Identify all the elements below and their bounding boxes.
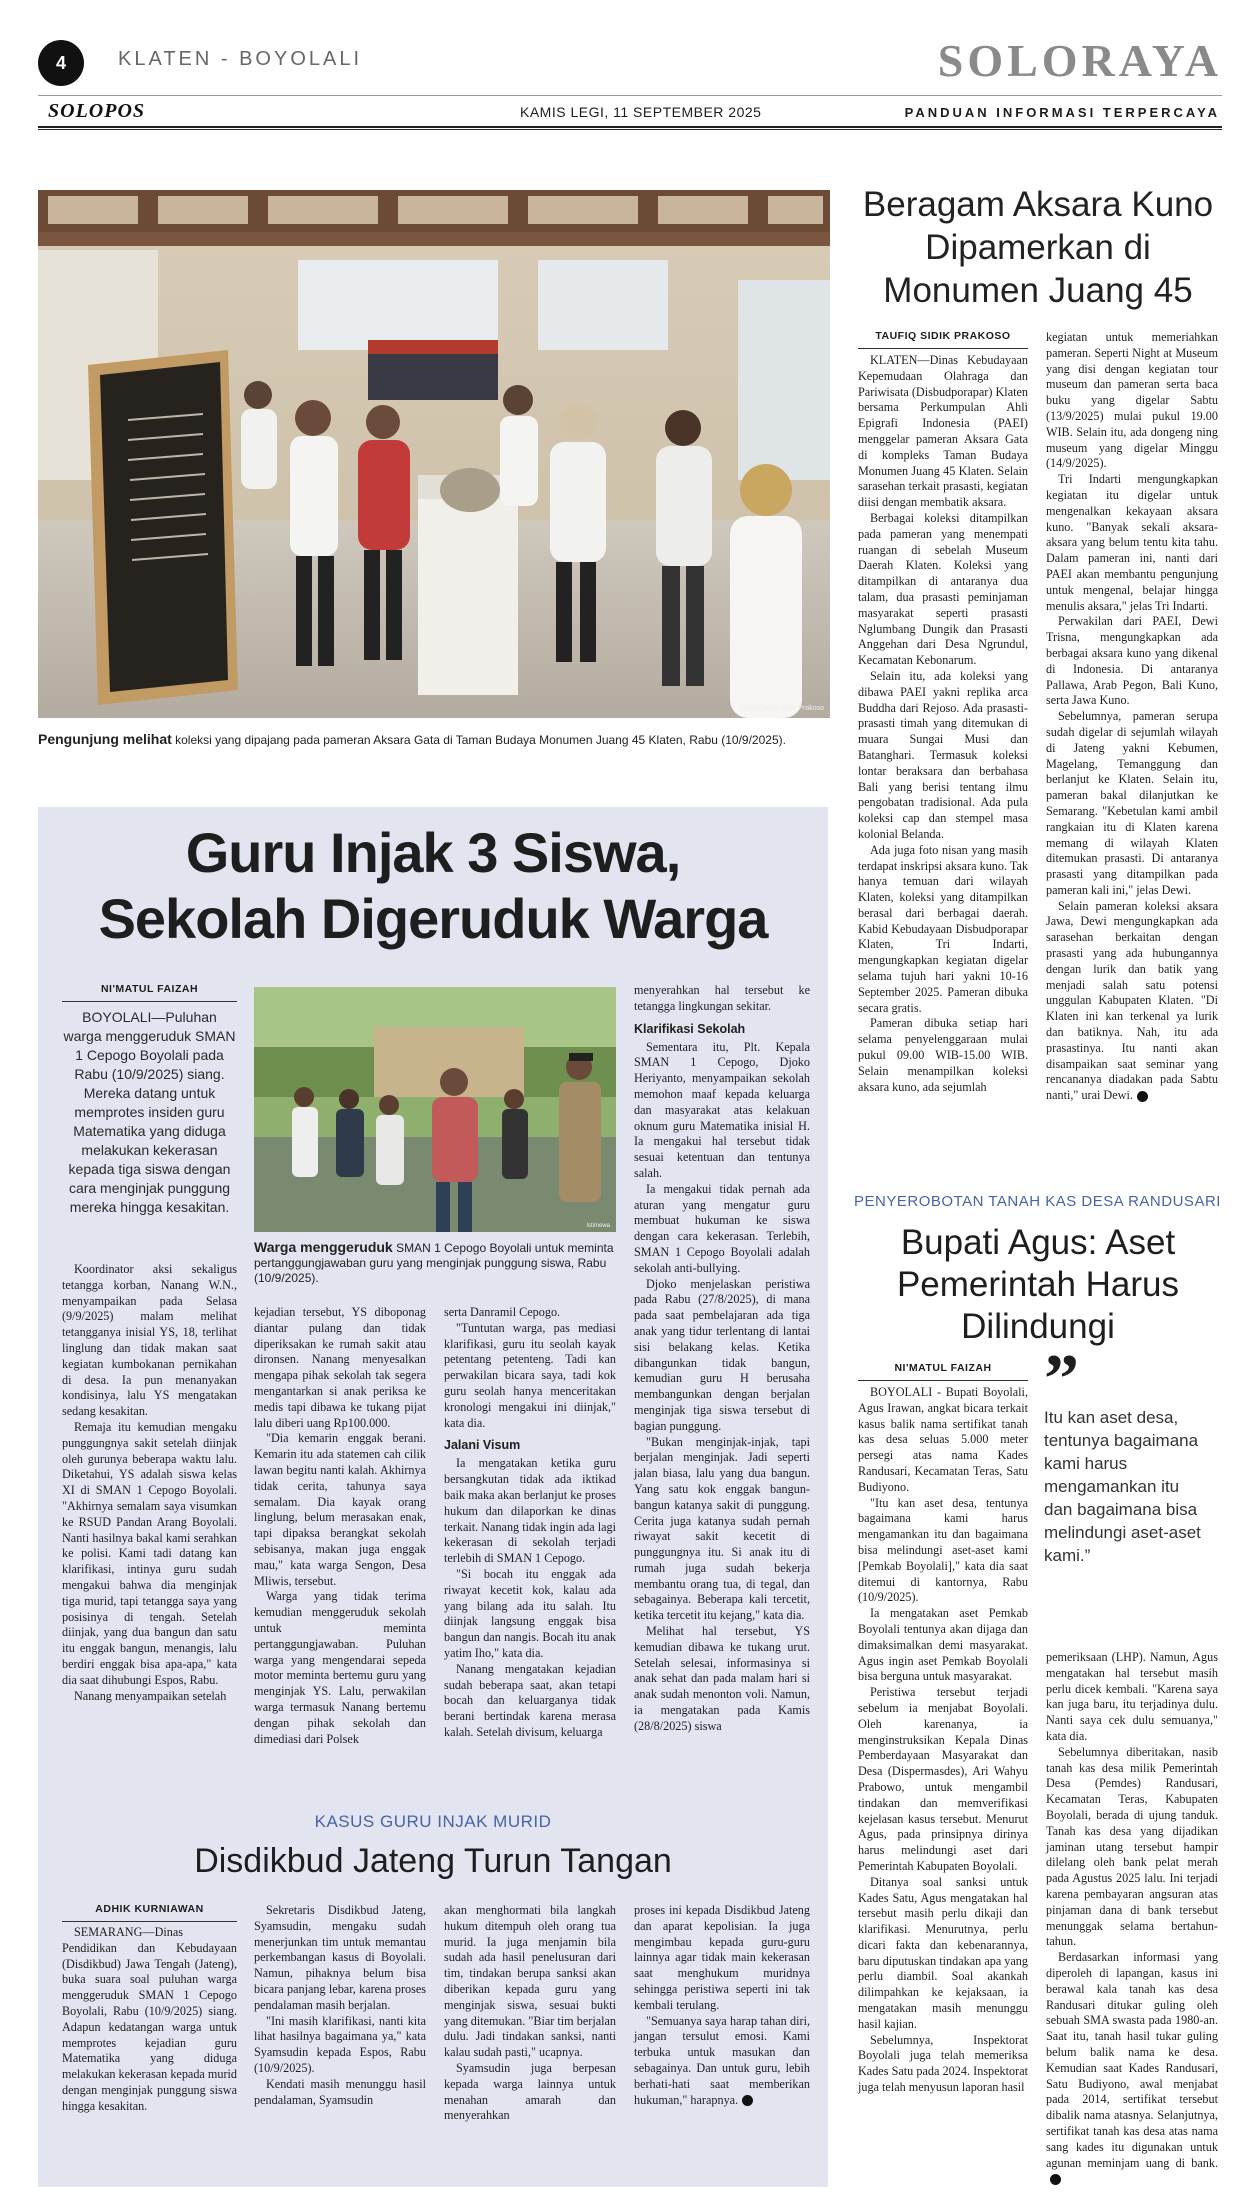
header-rule xyxy=(38,95,1222,96)
paragraph: Ia mengatakan ketika guru bersangkutan tidak ada iktikad baik maka akan berlanjut ke proses hukum dan dilaporkan ke dinas terkait. Nanang tidak ingin ada lagi kekerasan di sekolah terjadi terlebih di SMAN 1 Cepogo. xyxy=(444,1456,616,1566)
aksara-byline: TAUFIQ SIDIK PRAKOSO xyxy=(858,330,1028,349)
paragraph: Syamsudin juga berpesan kepada warga lainnya untuk menahan amarah dan menyerahkan xyxy=(444,2060,616,2123)
paragraph: Remaja itu kemudian mengaku punggungnya sakit setelah diinjak oleh gurunya beberapa waktu lalu. Diketahui, YS adalah siswa kelas XI di SMAN 1 Cepogo Boyolali. "Akhirnya semalam saya visumkan ke RSUD Pandan Arang Boyolali. Nanti hasilnya bakal kami serahkan ke polisi. Kami tadi datang kan klarifikasi, intinya guru sudah mengakui bahwa dia menginjak tiga murid, tapi tetangga saya yang posisinya di tengah. Setelah diinjak, yang dua bangun dan satu itu enggak bangun, menangis, lalu berdiri enggak bisa apa-apa," kata dia saat dihubungi Espos, Rabu. xyxy=(62,1419,237,1687)
paragraph: Djoko menjelaskan peristiwa pada Rabu (27/8/2025), di mana pada saat pembelajaran ada tiga anak yang tidur terlentang di lantai sisi belakang kelas. Ketika dibangunkan tidak bangun, kemudian guru H berusaha membangunkan dengan berjalan menginjak tiga siswa tersebut di bagian punggung. xyxy=(634,1276,810,1433)
disdikbud-byline: ADHIK KURNIAWAN xyxy=(62,1903,237,1922)
paragraph: "Ini masih klarifikasi, nanti kita lihat hasilnya bagaimana ya," kata Syamsudin kepada Espos, Rabu (10/9/2025). xyxy=(254,2013,426,2075)
quote-icon: ” xyxy=(1044,1341,1079,1418)
end-mark-icon xyxy=(1137,1091,1148,1102)
paragraph: proses ini kepada Disdikbud Jateng dan aparat kepolisian. Ia juga mengimbau kepada guru-guru lainnya agar tidak main kekerasan saat menghukum muridnya sehingga peristiwa seperti ini tak kembali terulang. xyxy=(634,1903,810,2012)
section-label: KLATEN - BOYOLALI xyxy=(118,48,363,70)
exhibition-photo xyxy=(38,190,830,718)
caption-lead: Pengunjung melihat xyxy=(38,731,172,747)
disdikbud-kicker: KASUS GURU INJAK MURID xyxy=(314,1812,552,1831)
paragraph: Nanang mengatakan kejadian sudah beberapa saat, akan tetapi bocah dan keluarganya tidak berani bertindak karena merasa kalah. Setelah divisum, keluarga xyxy=(444,1661,616,1739)
aksara-headline: Beragam Aksara Kuno Dipamerkan di Monumen Juang 45 xyxy=(862,185,1214,310)
bupati-pull-quote: Itu kan aset desa, tentunya bagaimana kami harus mengamankan itu dan bagaimana bisa melindungi aset-aset kami.” xyxy=(1044,1408,1201,1565)
paragraph: "Dia kemarin enggak berani. Kemarin itu ada statemen cah cilik lawan begitu nanti kalah. Akhirnya tidak cerita, tahunya saya semalam. Dia kayak orang linglung, belum merasakan enak, tapi dipaksa berangkat sekolah sebisanya, makan juga enggak mau," kata warga Sengon, Desa Mliwis, tersebut. xyxy=(254,1431,426,1588)
subhead-klarifikasi-sekolah: Klarifikasi Sekolah xyxy=(634,1021,746,1036)
section-brand: SOLORAYA xyxy=(937,35,1222,86)
paragraph: Ada juga foto nisan yang masih terdapat inskripsi aksara kuno. Tak hanya temuan dari wilayah Klaten, koleksi yang ditampilkan berasal dari berbagai daerah. Kabid Kebudayaan Disbudporapar Klaten, Tri Indarti, mengungkapkan kegiatan digelar selama tujuh hari yakni 10-16 September 2025. Pameran dibuka secara gratis. xyxy=(858,842,1028,1015)
paragraph: KLATEN—Dinas Kebudayaan Kepemudaan Olahraga dan Pariwisata (Disbudporapar) Klaten bersama Perkumpulan Ahli Epigrafi Indonesia (PAEI) menggelar pameran Aksara Gata di kompleks Taman Budaya Monumen Juang 45 Klaten. Selain sarasehan terkait prasasti, kegiatan diisi dengan membatik aksara. xyxy=(858,353,1028,510)
caption-text: koleksi yang dipajang pada pameran Aksara Gata di Taman Budaya Monumen Juang 45 Klaten, Rabu (10/9/2025). xyxy=(171,733,786,747)
paragraph: "Bukan menginjak-injak, tapi berjalan menginjak. Jadi seperti jalan biasa, lalu yang dua bangun. Yang satu kok enggak bangun-bangun katanya sakit di punggung. Cerita juga katanya sudah pernah riwayat sakit kecetit di punggungnya itu. Si anak itu di rumah juga sudah bekerja membantu orang tua, di tegal, dan sebagainya. Beberapa kali tercetit, ketika tercetit itu kejang," kata dia. xyxy=(634,1434,810,1623)
tagline: PANDUAN INFORMASI TERPERCAYA xyxy=(904,105,1220,120)
paragraph: Nanang menyampaikan setelah xyxy=(74,1688,227,1703)
guru-headline-line-1: Guru Injak 3 Siswa, xyxy=(185,821,681,884)
page-number: 4 xyxy=(38,40,84,86)
paragraph: Sebelumnya, Inspektorat Boyolali juga telah memeriksa Kades Satu pada 2024. Inspektorat juga telah menyusun laporan hasil xyxy=(858,2032,1028,2095)
end-mark-icon xyxy=(742,2095,753,2106)
aksara-column-1 xyxy=(858,353,1028,1095)
exhibition-photo-credit: Espos/Taufiq Sidik Prakoso xyxy=(739,705,824,712)
disdikbud-column-3 xyxy=(444,1903,616,2124)
paragraph: serta Danramil Cepogo. xyxy=(444,1305,561,1319)
paragraph: Sebelumnya diberitakan, nasib tanah kas desa milik Pemerintah Desa (Pemdes) Randusari, Kecamatan Teras, Kabupaten Boyolali, berada di ujung tanduk. Tanah kas desa yang dijadikan jaminan utang tersebut hampir dilelang oleh bank pelat merah pada Agustus 2025 lalu. Ini terjadi karena pembayaran angsuran atas pinjaman dana di bank tersebut menunggak selama bertahun-tahun. xyxy=(1046,1744,1218,1949)
paragraph: Berdasarkan informasi yang diperoleh di lapangan, kasus ini berawal kala tanah kas desa Randusari ditukar guling oleh sebuah SMA swasta pada 1980-an. Saat itu, tanah hasil tukar guling belum balik nama ke desa. Kemudian saat Kades Randusari, Satu Budiyono, awal menjabat pada 2014, sertifikat tersebut dibalik nama atasnya. Selanjutnya, sertifikat tanah kas desa atas nama sang kades itu digunakan untuk agunan meminjam uang di bank. xyxy=(1046,1950,1218,2170)
bupati-column-1 xyxy=(858,1385,1028,2096)
protest-photo-credit: Istimewa xyxy=(586,1223,610,1229)
guru-column-4 xyxy=(634,983,810,1735)
guru-byline: NI'MATUL FAIZAH xyxy=(62,983,237,1002)
paragraph: Selain pameran koleksi aksara Jawa, Dewi mengungkapkan ada sarasehan berkaitan dengan prasasti yang ada hubungannya dengan lurik dan batik yang menjadi salah satu potensi unggulan Kabupaten Klaten. "Di Klaten ini kan terkenal ya lurik dan batiknya. Nah, itu ada prasastinya. Itu nanti akan disampaikan saat seminar yang rencananya diadakan pada Sabtu nanti," urai Dewi. xyxy=(1046,898,1218,1103)
exhibition-photo-caption xyxy=(38,732,830,748)
paragraph: Koordinator aksi sekaligus tetangga korban, Nanang W.N., menyampaikan pada Selasa (9/9/2025) malam melihat tetangganya inisial YS, 18, terlihat linglung dan tidak makan saat kegiatan kumbokanan pernikahan di desa. Ia pun menanyakan kondisinya, lalu YS mengatakan sedang kesakitan. xyxy=(62,1262,237,1419)
protest-photo-illustration xyxy=(254,987,616,1232)
paragraph: Warga yang tidak terima kemudian menggeruduk sekolah untuk meminta pertanggungjawaban. Puluhan warga yang mengendarai sepeda motor meminta bertemu guru yang menginjak YS. Lalu, perwakilan warga termasuk Nanang bertemu dengan pihak sekolah dan dimediasi dari Polsek xyxy=(254,1589,426,1746)
paragraph: kejadian tersebut, YS diboponag diantar pulang dan tidak diperiksakan ke rumah sakit atau dironsen. Nanang menyesalkan mengapa pihak sekolah tak segera mengantarkan si anak periksa ke medis tapi dibawa ke tukang pijat lalu diberi uang Rp100.000. xyxy=(254,1305,426,1430)
bupati-column-2 xyxy=(1046,1650,1218,2187)
guru-lead: BOYOLALI—Puluhan warga menggeruduk SMAN 1 Cepogo Boyolali pada Rabu (10/9/2025) siang. Mereka datang untuk memprotes insiden guru Matematika yang diduga melakukan kekerasan kepada tiga siswa dengan cara menginjak punggung mereka hingga kesakitan. xyxy=(63,1009,236,1215)
paragraph: Sekretaris Disdikbud Jateng, Syamsudin, mengaku sudah menerjunkan tim untuk memantau perkembangan kasus di Boyolali. Namun, pihaknya belum bisa bicara panjang lebar, karena proses pendalaman masih berjalan. xyxy=(254,1903,426,2012)
paragraph: Tri Indarti mengungkapkan kegiatan itu digelar untuk mengenalkan kekayaan aksara kuno. "Banyak sekali aksara-aksara yang belum tentu kita tahu. Dalam pameran ini, nanti dari PAEI akan membantu pengunjung untuk mengenal, belajar hingga menulis aksara," jelas Tri Indarti. xyxy=(1046,472,1218,613)
bupati-headline: Bupati Agus: Aset Pemerintah Harus Dilindungi xyxy=(896,1223,1180,1346)
exhibition-photo-illustration xyxy=(38,190,830,718)
caption-lead: Warga menggeruduk xyxy=(254,1239,393,1255)
paragraph: Melihat hal tersebut, YS kemudian dibawa ke tukang urut. Setelah selesai, informasinya si anak sehat dan pada malam hari si anak sudah menonton voli. Namun, ia mengatakan pada Kamis (28/8/2025) siswa xyxy=(634,1624,810,1733)
paragraph: Sebelumnya, pameran serupa sudah digelar di sejumlah wilayah di Jateng yakni Kebumen, Magelang, Temanggung dan berlanjut ke Klaten. Selain itu, pameran bakal dilanjutkan ke Semarang. "Kebetulan kami ambil rangkaian itu di Klaten karena memang di wilayah Klaten ditemukan prasasti. Di antaranya prasasti yang ditampilkan pada pameran kali ini," jelas Dewi. xyxy=(1046,709,1218,897)
paragraph: Ditanya soal sanksi untuk Kades Satu, Agus mengatakan hal tersebut masih perlu dikaji dan klarifikasi. Menurutnya, perlu dicari fakta dan kebenarannya, baru diputuskan tindakan apa yang perlu diambil. Soal akankah dilimpahkan ke kejaksaan, ia mengatakan masih menunggu hasil kajian. xyxy=(858,1874,1028,2031)
paragraph: "Itu kan aset desa, tentunya bagaimana kami harus mengamankan itu dan bagaimana bisa melindungi aset-aset kami [Pemkab Boyolali]," kata dia saat ditemui di kantornya, Rabu (10/9/2025). xyxy=(858,1495,1028,1605)
paragraph: Ia mengakui tidak pernah ada aturan yang mengatur guru membuat hukuman ke siswa dengan cara kekerasan. Terlebih, SMAN 1 Cepogo Boyolali adalah sekolah anti-bullying. xyxy=(634,1181,810,1275)
guru-column-2 xyxy=(254,1305,426,1747)
paragraph: Sementara itu, Plt. Kepala SMAN 1 Cepogo, Djoko Heriyanto, menyampaikan sekolah memohon maaf kepada keluarga dan masyarakat atas kelakuan oknum guru Matematika inisial H. Ia mengakui hal tersebut tidak sesuai ketentuan dan tentunya salah. xyxy=(634,1039,810,1180)
issue-date: KAMIS LEGI, 11 SEPTEMBER 2025 xyxy=(520,104,762,120)
paragraph: akan menghormati bila langkah hukum ditempuh oleh orang tua murid. Ia juga menjamin bila sudah ada hasil penelusuran dari tim, tindakan berupa sanksi akan diberikan kepada guru yang menginjak siswa, sesuai bukti yang ditemukan. "Biar tim berjalan dulu. Jadi tindakan sanksi, nanti kalau sudah pasti," ucapnya. xyxy=(444,1903,616,2060)
protest-photo-caption xyxy=(254,1240,616,1286)
paragraph: Pameran dibuka setiap hari selama penyelenggaraan mulai pukul 09.00 WIB-15.00 WIB. Selain menampilkan koleksi aksara kuno, ada sejumlah xyxy=(858,1016,1028,1094)
subhead-jalani-visum: Jalani Visum xyxy=(444,1438,521,1453)
paragraph: "Si bocah itu enggak ada riwayat kecetit kok, kalau ada yang bilang ada itu salah. Itu diinjak langsung enggak bisa bangun dan nangis. Bocah itu anak yatim Iho," kata dia. xyxy=(444,1566,616,1660)
guru-column-3 xyxy=(444,1305,616,1741)
disdikbud-column-4 xyxy=(634,1903,810,2108)
paragraph: Berbagai koleksi ditampilkan pada pameran yang menempati ruangan di sebelah Museum Daerah Klaten. Koleksi yang ditampilkan di antaranya dua talam, dua prasasti peminjaman masyarakat seperti prasasti Nglumbang Dungik dan Prasasti Anggehan dari Desa Ngrundul, Kecamatan Kebonarum. xyxy=(858,510,1028,668)
paper-logo: SOLOPOS xyxy=(48,100,146,122)
bupati-kicker: PENYEROBOTAN TANAH KAS DESA RANDUSARI xyxy=(854,1193,1221,1210)
paragraph: SEMARANG—Dinas Pendidikan dan Kebudayaan (Disdikbud) Jawa Tengah (Jateng), buka suara soal puluhan warga menggeruduk SMAN 1 Cepogo Boyolali, Rabu (10/9/2025) siang. Adapun kedatangan warga untuk memprotes kejadian guru Matematika yang diduga melakukan kekerasan kepada murid dengan menginjak punggung siswa hingga kesakitan. xyxy=(62,1925,237,2113)
paragraph: Perwakilan dari PAEI, Dewi Trisna, mengungkapkan ada berbagai aksara kuno yang dikenal di Indonesia. Di antaranya Pallawa, Arab Pegon, Bali Kuno, serta Jawa Kuno. xyxy=(1046,614,1218,708)
guru-column-1 xyxy=(62,1262,237,1704)
paragraph: "Tuntutan warga, pas mediasi klarifikasi, guru itu seolah kayak petentang petenteng. Tadi kan perwakilan bicara saya, tadi kok guru seolah hanya menceritakan kronologi mengakui ini diinjak," kata dia. xyxy=(444,1320,616,1430)
paragraph: Ia mengatakan aset Pemkab Boyolali tentunya akan dijaga dan dimaksimalkan demi masyarakat. Agus ingin aset Pemkab Boyolali bisa berguna untuk masyarakat. xyxy=(858,1606,1028,1684)
paragraph: Peristiwa tersebut terjadi sebelum ia menjabat Boyolali. Oleh karenanya, ia menginstruksikan Kepala Dinas Pemberdayaan Masyarakat dan Desa (Dispermasdes), Ari Wahyu Prabowo, untuk mengambil tindakan dan memverifikasi kejelasan kasus tersebut. Menurut Agus, pada prinsipnya dirinya harus melindungi aset dari Pemerintah Kabupaten Boyolali. xyxy=(858,1685,1028,1873)
aksara-column-2 xyxy=(1046,330,1218,1104)
caption-text: SMAN 1 Cepogo Boyolali untuk meminta pertanggungjawaban guru yang menginjak punggung siswa, Rabu (10/9/2025). xyxy=(254,1241,614,1285)
paragraph: Selain itu, ada koleksi yang dibawa PAEI yakni replika arca Buddha dari Rejoso. Ada prasasti-prasasti timah yang ditemukan di muara Sungai Musi dan Batanghari. Termasuk koleksi lontar beraksara dan berbahasa Bali yang berisi tentang ilmu pengobatan tradisional. Ada pula koleksi cap dan stempel masa kolonial Belanda. xyxy=(858,668,1028,841)
bupati-byline: NI'MATUL FAIZAH xyxy=(858,1362,1028,1381)
disdikbud-headline: Disdikbud Jateng Turun Tangan xyxy=(194,1842,672,1880)
disdikbud-column-1 xyxy=(62,1925,237,2115)
paragraph: menyerahkan hal tersebut ke tetangga lingkungan sekitar. xyxy=(634,983,810,1013)
paragraph: pemeriksaan (LHP). Namun, Agus mengatakan hal tersebut masih perlu dicek kembali. "Karena saya kan juga baru, itu terjadinya dulu. Nanti saya cek dulu semuanya," kata dia. xyxy=(1046,1650,1218,1743)
paragraph: kegiatan untuk memeriahkan pameran. Seperti Night at Museum yang disi dengan kegiatan tour museum dan pameran serta baca buku yang digelar Sabtu (13/9/2025) mulai pukul 19.00 WIB. Selain itu, ada dongeng ning museum yang digelar Minggu (14/9/2025). xyxy=(1046,330,1218,471)
paragraph: BOYOLALI - Bupati Boyolali, Agus Irawan, angkat bicara terkait kasus balik nama sertifikat tanah kas desa seluas 5.000 meter persegi atas nama Kades Randusari, Kecamatan Teras, Satu Budiyono. xyxy=(858,1385,1028,1494)
paragraph: Kendati masih menunggu hasil pendalaman, Syamsudin xyxy=(254,2076,426,2107)
guru-headline-line-2: Sekolah Digeruduk Warga xyxy=(98,887,768,950)
paragraph: "Semuanya saya harap tahan diri, jangan tersulut emosi. Kami terbuka untuk masukan dan sebagainya. Dan untuk guru, lebih berhati-hati saat memberikan hukuman," harapnya. xyxy=(634,2013,810,2107)
protest-photo xyxy=(254,987,616,1232)
header-double-rule xyxy=(38,126,1222,130)
disdikbud-column-2 xyxy=(254,1903,426,2108)
end-mark-icon xyxy=(1050,2174,1061,2185)
guru-headline xyxy=(38,820,828,952)
